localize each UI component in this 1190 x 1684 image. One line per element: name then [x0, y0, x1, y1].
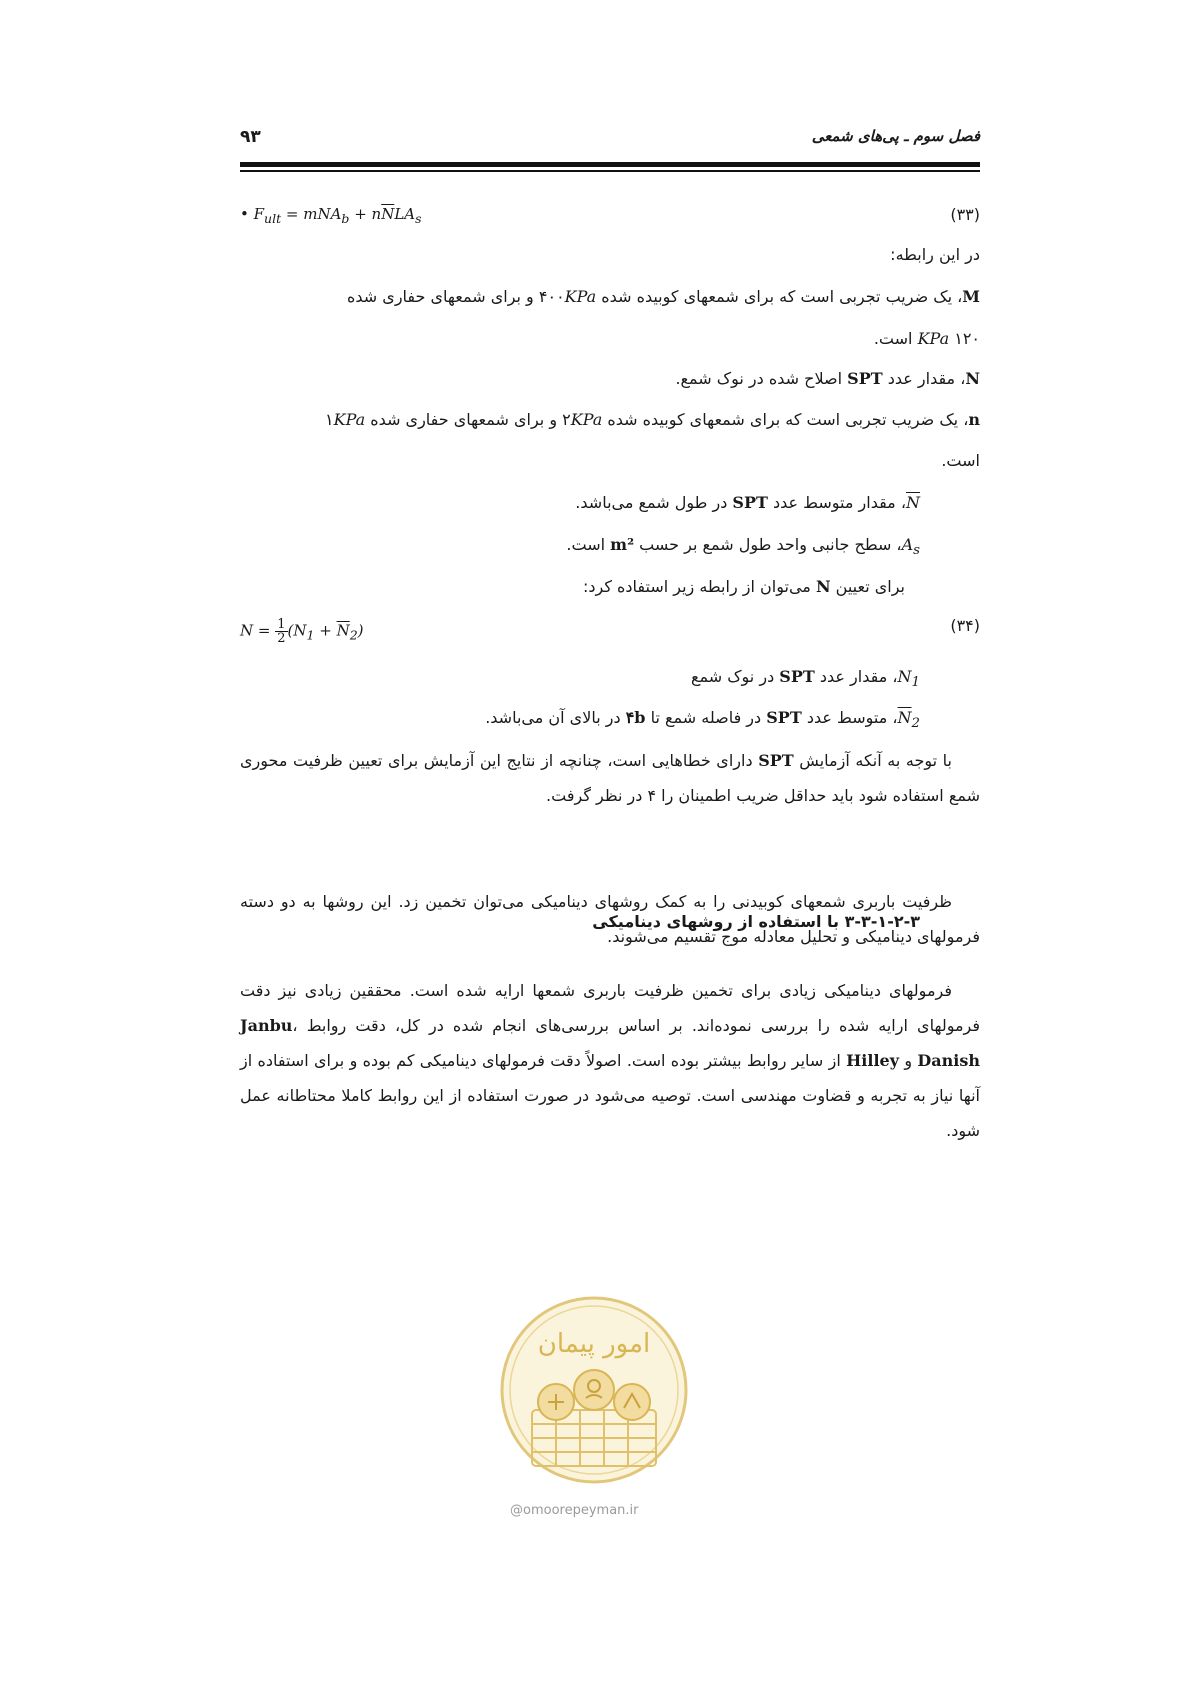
term-n-lower: n [968, 410, 980, 429]
term-spt-4: SPT [766, 708, 802, 727]
m-definition-line1 [347, 287, 980, 306]
nn-definition-line1 [325, 410, 980, 429]
header-rule-thick [240, 162, 980, 167]
n1-def-text-a: ، مقدار عدد [819, 667, 898, 686]
n-definition [675, 369, 980, 388]
symbol-n1: $N_1$ [897, 667, 920, 691]
n2-def-text-b: در فاصله شمع تا [650, 708, 762, 727]
equation-34 [240, 616, 980, 660]
n2-def-text-a: ، متوسط عدد [806, 708, 898, 727]
unit-kpa-2: KPa [917, 329, 950, 348]
n-def-text-b: اصلاح شده در نوک شمع. [675, 369, 843, 388]
symbol-nbar: N [906, 493, 920, 512]
section-heading: ۳-۳-۱-۲-۳ با استفاده از روشهای دینامیکی [592, 912, 920, 931]
term-m: M [962, 287, 980, 306]
as-def-text-a: ، سطح جانبی واحد طول شمع بر حسب [639, 535, 902, 554]
nn-definition-line2: است. [941, 451, 980, 470]
m-definition-line2 [874, 329, 980, 348]
fraction-half: $\frac{1}{2}$ [277, 617, 286, 646]
term-hilley: Hilley [846, 1051, 899, 1070]
n1-def-text-b: در نوک شمع [690, 667, 775, 686]
n-intro [583, 577, 905, 596]
nn-def-text-c: و برای شمعهای حفاری شده [370, 410, 558, 429]
as-definition [566, 535, 920, 558]
nn-def-text-a: ، یک ضریب تجربی است که برای شمعهای کوبیده شده [607, 410, 969, 429]
n-def-text-a: ، مقدار عدد [887, 369, 966, 388]
term-spt-3: SPT [779, 667, 815, 686]
separator-comma: ، [292, 1016, 298, 1035]
term-spt-2: SPT [732, 493, 768, 512]
symbol-as: $A_s$ [901, 535, 920, 559]
dynamic-paragraph-2 [240, 973, 980, 1148]
in-this-relation: در این رابطه: [890, 245, 980, 264]
equation-33-formula: • $F_{ult} = mNA_b + n\overline{N}LA_s$ [240, 205, 422, 226]
nn-def-value-2: ۲ [562, 410, 571, 429]
unit-kpa-4: KPa [333, 410, 366, 429]
nbar-definition [575, 493, 920, 512]
dynamic-paragraph-1: ظرفیت باربری شمعهای کوبیدنی را به کمک روشهای دینامیکی می‌توان تخمین زد. این روشها به دو دسته فرمولهای دینامیکی و تحلیل معادله موج تقسیم می‌شوند. [240, 892, 980, 946]
term-danish: Danish [917, 1051, 981, 1070]
header-rule-thin [240, 170, 980, 172]
logo-text: امور پیمان [537, 1329, 651, 1359]
n-intro-text-a: برای تعیین [835, 577, 905, 596]
nbar-def-text-a: ، مقدار متوسط عدد [773, 493, 906, 512]
m-def-text-a: ، یک ضریب تجربی است که برای شمعهای کوبیده شده [601, 287, 963, 306]
dynamic-para2-text-a: فرمولهای دینامیکی زیادی برای تخمین ظرفیت باربری شمعها ارایه شده است. محققین زیادی نیز دقت فرمولهای ارایه شده را بررسی نموده‌اند. بر اساس بررسی‌های انجام شده در کل، دقت روابط [240, 981, 980, 1035]
m-def-text-end: است. [873, 329, 913, 348]
m-def-value-120: ۱۲۰ [954, 329, 980, 348]
term-n-upper-2: N [815, 577, 831, 596]
n1-definition [691, 667, 920, 690]
page-header [240, 127, 980, 163]
m-def-text-c: و برای شمعهای حفاری شده [347, 287, 534, 306]
watermark-url: @omoorepeyman.ir [510, 1503, 639, 1518]
spt-para-text-a: با توجه به آنکه آزمایش [799, 751, 953, 770]
m-def-value-400: ۴۰۰ [538, 287, 565, 306]
term-janbu: Janbu [240, 1016, 293, 1035]
n2-def-text-c: در بالای آن می‌باشد. [485, 708, 621, 727]
nbar-def-text-b: در طول شمع می‌باشد. [575, 493, 728, 512]
dynamic-para2-text-b: از سایر روابط بیشتر بوده است. اصولاً دقت فرمولهای دینامیکی کم بوده و برای استفاده از آنها نیاز به تجربه و قضاوت مهندسی است. توصیه می‌شود در صورت استفاده از این روابط کاملا محتاطانه عمل شود. [240, 1051, 980, 1140]
chapter-title: فصل سوم ـ پی‌های شمعی [811, 127, 980, 145]
symbol-n2: $N_2$ [897, 708, 920, 732]
watermark-logo [494, 1290, 694, 1490]
unit-kpa-1: KPa [564, 287, 597, 306]
term-n-upper: N [965, 369, 980, 388]
equation-34-number: (۳۴) [950, 616, 980, 635]
spt-para-text-b: دارای خطاهایی است، چنانچه از نتایج این آزمایش برای تعیین ظرفیت محوری شمع استفاده شود باید حداقل ضریب اطمینان را ۴ در نظر گرفت. [240, 751, 980, 805]
term-m2: m² [610, 535, 635, 554]
term-spt-5: SPT [758, 751, 794, 770]
term-spt-1: SPT [847, 369, 883, 388]
equation-34-formula: N = $\frac{1}{2}$ $(N_1 + \overline{N}_2)$ [240, 617, 364, 646]
as-def-text-b: است. [566, 535, 606, 554]
equation-33-number: (۳۳) [950, 205, 980, 224]
unit-kpa-3: KPa [570, 410, 603, 429]
term-4b: ۴b [625, 708, 646, 727]
nn-def-value-1: ۱ [325, 410, 334, 429]
equation-33 [240, 205, 980, 235]
n-intro-text-b: می‌توان از رابطه زیر استفاده کرد: [582, 577, 811, 596]
page-number: ۹۳ [240, 127, 261, 147]
spt-paragraph [240, 743, 980, 813]
word-and: و [904, 1051, 913, 1070]
n2-definition [485, 708, 920, 731]
